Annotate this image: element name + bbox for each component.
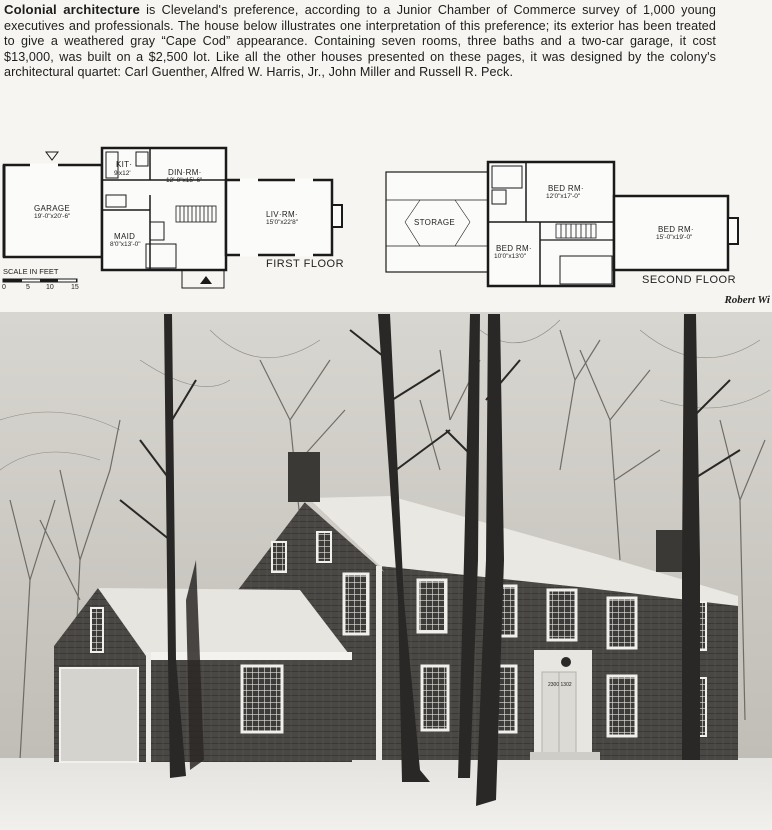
- first-floor-title: FIRST FLOOR: [266, 258, 345, 270]
- room-din-dims: 12'-0"x15'-6": [166, 177, 203, 184]
- photo-credit: Robert Wi: [724, 294, 770, 306]
- caption-body: is Cleveland's preference, according to a Junior Chamber of Commerce survey of 1,000 young executives and professionals. The house below illustrates one interpretation of this preference; its exterior has been treated to give a weathered gray “Cape Cod” appearance. Containing seven rooms, three baths and a two-car garage, it cost $13,000, was built on a $2,500 lot. Like all the other houses presented on these pages, it was designed by the colony's architectural quartet: Carl Guenther, Alfred W. Harris, Jr., John Miller and Russell R. Peck.: [4, 3, 716, 80]
- room-bed1-dims: 12'0"x17'-0": [546, 193, 581, 200]
- door-number: 2300 1302: [548, 682, 572, 688]
- room-bed2-dims: 10'0"x13'0": [494, 253, 527, 260]
- scale-bar: [3, 279, 77, 282]
- room-din-label: DIN·RM·: [168, 168, 202, 177]
- room-maid-dims: 8'0"x13'-0": [110, 241, 141, 248]
- room-bed3-dims: 15'-0"x19'-0": [656, 234, 693, 241]
- room-bed2-label: BED RM·: [496, 244, 532, 253]
- room-kit-dims: 9'x12': [114, 170, 131, 177]
- room-kit-label: KIT·: [116, 160, 133, 169]
- room-garage-label: GARAGE: [34, 204, 71, 213]
- house-photograph: [0, 312, 772, 830]
- room-bed1-label: BED RM·: [548, 184, 584, 193]
- room-bed3-label: BED RM·: [658, 225, 694, 234]
- scale-tick: 10: [46, 284, 54, 291]
- room-maid-label: MAID: [114, 232, 136, 241]
- scale-label: SCALE IN FEET: [3, 267, 59, 276]
- room-garage-dims: 19'-0"x20'-6": [34, 213, 71, 220]
- scale-tick: 5: [26, 284, 30, 291]
- scale-tick: 15: [71, 284, 79, 291]
- room-liv-label: LIV·RM·: [266, 210, 298, 219]
- room-liv-dims: 15'0"x22'8": [266, 219, 299, 226]
- scale-tick: 0: [2, 284, 6, 291]
- caption-heading: Colonial architecture: [4, 2, 140, 17]
- room-storage-label: STORAGE: [414, 218, 456, 227]
- second-floor-title: SECOND FLOOR: [642, 274, 737, 286]
